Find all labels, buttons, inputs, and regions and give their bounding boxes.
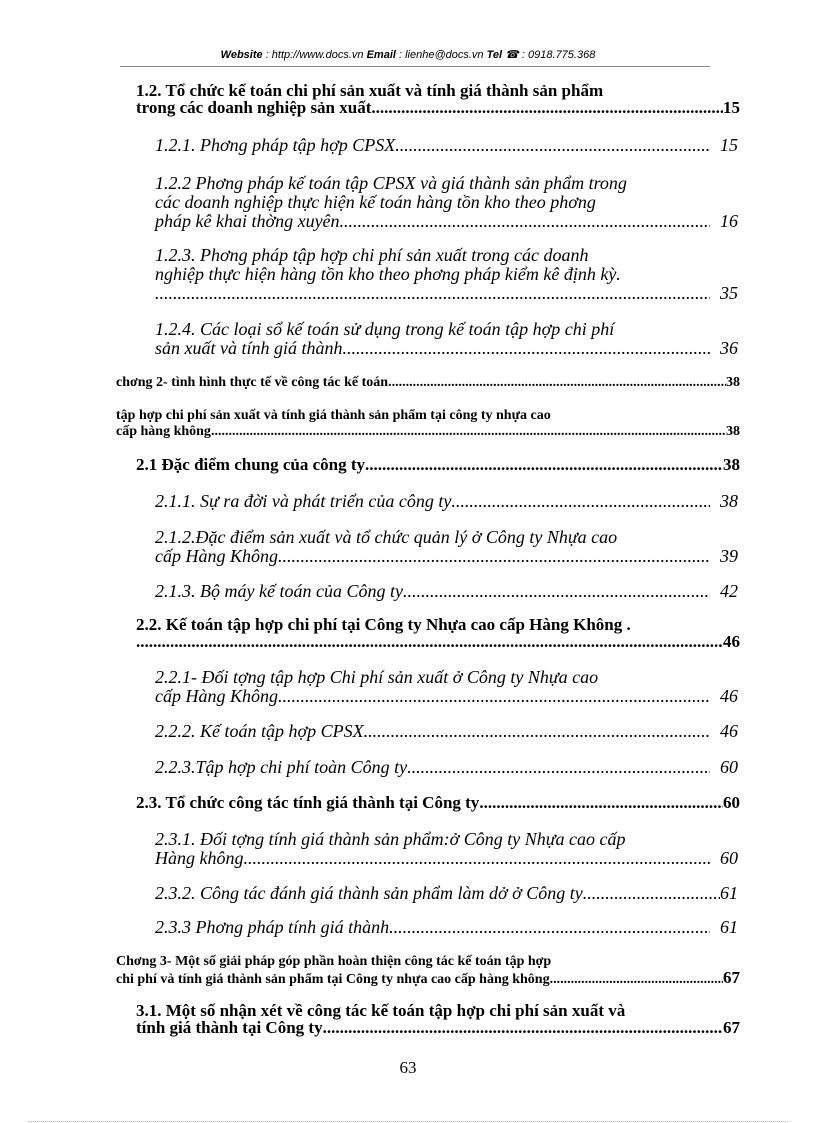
toc-page-number: 15 (723, 98, 740, 117)
toc-leader-dots (479, 794, 723, 811)
toc-entry[interactable] (155, 758, 738, 777)
toc-leader-dots (278, 547, 710, 566)
toc-page-number: 46 (720, 686, 738, 706)
toc-entry[interactable] (136, 616, 740, 650)
toc-entry-title-line: Chơng 3- Một số giải pháp góp phần hoàn thiện công tác kế toán tập hợp (116, 954, 552, 969)
toc-page-number: 42 (720, 581, 738, 601)
toc-entry-title-line: 2.2. Kế toán tập hợp chi phí tại Công ty Nhựa cao cấp Hàng Không . (136, 615, 631, 634)
toc-entry-title-line: 3.1. Một số nhận xét về công tác kế toán tập hợp chi phí sản xuất và (136, 1001, 626, 1020)
toc-entry[interactable] (136, 82, 740, 116)
toc-leader-dots (244, 849, 711, 868)
toc-entry-title-line: pháp kê khai thờng xuyên (155, 211, 340, 231)
toc-leader-dots (347, 339, 710, 358)
toc-entry[interactable] (155, 174, 738, 231)
toc-entry[interactable] (155, 246, 738, 303)
email-label: Email (366, 49, 396, 61)
toc-leader-dots (395, 136, 710, 155)
toc-entry[interactable] (155, 136, 738, 155)
toc-entry-title-line: 1.2. Tổ chức kế toán chi phí sản xuất và tính giá thành sản phẩm (136, 81, 604, 100)
toc-entry[interactable] (155, 320, 738, 358)
toc-entry-title-line: 2.3.3 Phơng pháp tính giá thành (155, 917, 390, 937)
email-value: : lienhe@docs.vn (395, 49, 487, 61)
toc-page-number: 67 (723, 968, 740, 987)
toc-leader-dots (583, 884, 720, 903)
toc-entry[interactable] (155, 668, 738, 706)
toc-page-number: 35 (720, 283, 738, 303)
tel-label: Tel (486, 49, 503, 61)
toc-leader-dots (407, 758, 710, 777)
toc-leader-dots (211, 424, 726, 440)
header-divider (120, 66, 710, 67)
toc-entry-title-line: nghiệp thực hiện hàng tồn kho theo phơng pháp kiểm kê định kỳ. (155, 264, 621, 284)
toc-entry-title-line: 2.2.3.Tập hợp chi phí toàn Công ty (155, 757, 408, 777)
toc-leader-dots (278, 687, 710, 706)
toc-entry[interactable] (155, 722, 738, 741)
toc-entry-title-line: sản xuất và tính giá thành. (155, 338, 347, 358)
toc-entry[interactable] (155, 528, 738, 566)
page-header (0, 48, 816, 61)
toc-entry[interactable] (136, 1002, 740, 1036)
toc-entry-title-line: cấp Hàng Không (155, 686, 278, 706)
toc-entry-title-line: 2.2.2. Kế toán tập hợp CPSX (155, 721, 364, 741)
toc-page-number: 38 (726, 375, 740, 390)
website-value: : http://www.docs.vn (262, 49, 367, 61)
toc-entry-title-line: 2.2.1- Đối tợng tập hợp Chi phí sản xuất ở Công ty Nhựa cao (155, 667, 599, 687)
toc-leader-dots (136, 633, 723, 650)
toc-leader-dots (550, 972, 723, 988)
toc-entry[interactable] (155, 492, 738, 511)
toc-page-number: 39 (720, 546, 738, 566)
toc-entry-title-line: 2.3.1. Đối tợng tính giá thành sản phẩm:ở Công ty Nhựa cao cấp (155, 829, 626, 849)
toc-entry-title-line: 2.1 Đặc điểm chung của công ty (136, 455, 366, 474)
toc-entry-title-line: chơng 2- tình hình thực tế về công tác kế toán (116, 375, 389, 390)
toc-entry-title-line: chi phí và tính giá thành sản phẩm tại Công ty nhựa cao cấp hàng không (116, 972, 550, 987)
toc-entry-title-line: 1.2.1. Phơng pháp tập hợp CPSX (155, 135, 396, 155)
toc-page-number: 61 (720, 883, 738, 903)
toc-chapter-entry[interactable] (116, 374, 740, 391)
toc-chapter-entry[interactable] (116, 954, 740, 988)
toc-page-number: 60 (723, 793, 740, 812)
toc-entry-title-line: các doanh nghiệp thực hiện kế toán hàng tồn kho theo phơng (155, 192, 596, 212)
toc-entry[interactable] (136, 794, 740, 811)
toc-entry-title-line: cấp Hàng Không (155, 546, 278, 566)
toc-page-number: 60 (720, 848, 738, 868)
toc-entry-title-line: 1.2.2 Phơng pháp kế toán tập CPSX và giá thành sản phẩm trong (155, 173, 627, 193)
toc-entry[interactable] (155, 884, 738, 903)
toc-leader-dots (155, 284, 710, 303)
toc-entry-title-line: trong các doanh nghiệp sản xuất (136, 98, 372, 117)
toc-page-number: 60 (720, 757, 738, 777)
toc-page-number: 46 (720, 721, 738, 741)
toc-entry[interactable] (136, 456, 740, 473)
toc-entry[interactable] (155, 582, 738, 601)
toc-page-number: 67 (723, 1018, 740, 1037)
toc-entry-title-line: 2.3.2. Công tác đánh giá thành sản phẩm làm dở ở Công ty (155, 883, 583, 903)
toc-page-number: 15 (720, 135, 738, 155)
toc-entry-title-line: tập hợp chi phí sản xuất và tính giá thành sản phẩm tại công ty nhựa cao (116, 408, 551, 423)
toc-page-number: 46 (723, 632, 740, 651)
toc-entry-title-line: 2.1.3. Bộ máy kế toán của Công ty (155, 581, 403, 601)
toc-page-number: 61 (720, 917, 738, 937)
toc-leader-dots (403, 582, 710, 601)
toc-leader-dots (451, 492, 710, 511)
toc-entry[interactable] (155, 918, 738, 937)
page-number: 63 (399, 1058, 417, 1077)
toc-chapter-entry[interactable] (116, 408, 740, 440)
toc-page-number: 38 (723, 455, 740, 474)
toc-entry-title-line: 2.3. Tổ chức công tác tính giá thành tại Công ty (136, 793, 480, 812)
toc-leader-dots (340, 212, 710, 231)
toc-entry-title-line: Hàng không (155, 848, 244, 868)
toc-leader-dots (365, 456, 723, 473)
toc-leader-dots (389, 918, 710, 937)
toc-leader-dots (371, 99, 723, 116)
toc-leader-dots (323, 1019, 723, 1036)
toc-entry-title-line: 1.2.3. Phơng pháp tập hợp chi phí sản xuất trong các doanh (155, 245, 589, 265)
toc-entry-title-line: 2.1.1. Sự ra đời và phát triển của công ty (155, 491, 452, 511)
tel-value: ☎ : 0918.775.368 (502, 49, 596, 61)
toc-entry-title-line: cấp hàng không (116, 424, 211, 439)
toc-entry-title-line: tính giá thành tại Công ty (136, 1018, 323, 1037)
toc-entry[interactable] (155, 830, 738, 868)
toc-entry-title-line: 2.1.2.Đặc điểm sản xuất và tổ chức quản lý ở Công ty Nhựa cao (155, 527, 618, 547)
toc-leader-dots (388, 374, 726, 391)
toc-page-number: 36 (720, 338, 738, 358)
toc-entry-title-line: 1.2.4. Các loại sổ kế toán sử dụng trong kế toán tập hợp chi phí (155, 319, 615, 339)
toc-page-number: 38 (726, 424, 740, 439)
website-label: Website (220, 49, 263, 61)
toc-page-number: 16 (720, 211, 738, 231)
page-bottom-border (28, 1121, 788, 1122)
toc-leader-dots (364, 722, 710, 741)
toc-page-number: 38 (720, 491, 738, 511)
